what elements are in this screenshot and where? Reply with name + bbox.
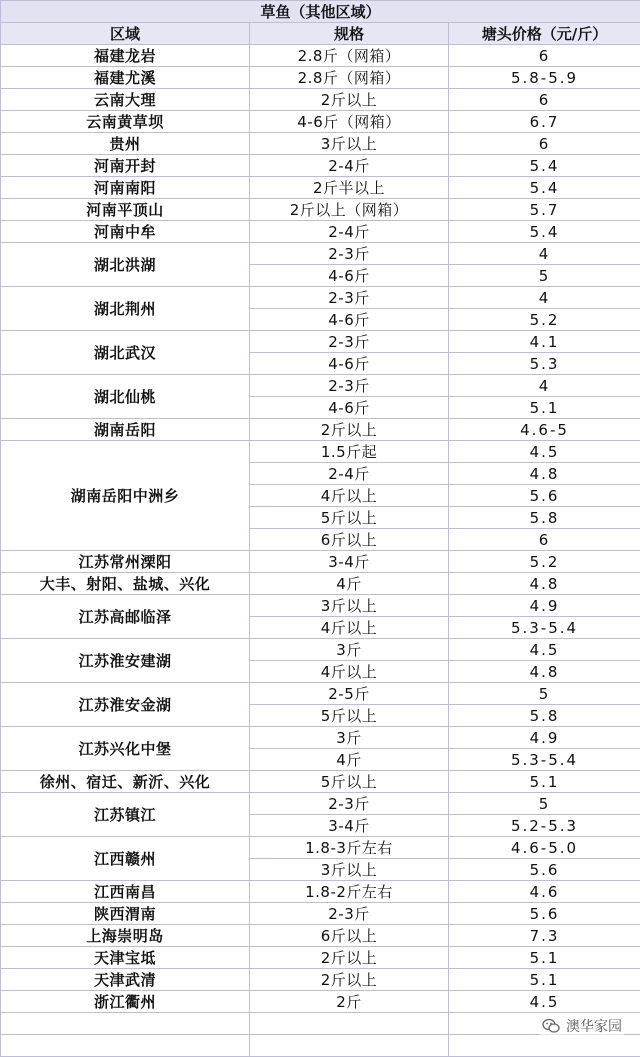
spec-cell: 3斤以上 — [250, 595, 449, 617]
spec-cell: 5斤以上 — [250, 507, 449, 529]
table-row — [1, 243, 640, 265]
price-cell: 5.1 — [449, 947, 640, 969]
price-cell: 4.1 — [449, 331, 640, 353]
price-cell: 4.5 — [449, 991, 640, 1013]
spec-cell: 2斤以上 — [250, 947, 449, 969]
price-cell: 5.3-5.4 — [449, 617, 640, 639]
region-cell: 江苏淮安建湖 — [1, 639, 250, 683]
table-row — [1, 991, 640, 1013]
spec-cell: 2-3斤 — [250, 375, 449, 397]
region-cell: 河南中牟 — [1, 221, 250, 243]
price-cell: 5.2-5.3 — [449, 815, 640, 837]
spec-cell: 4斤 — [250, 749, 449, 771]
price-cell: 4 — [449, 375, 640, 397]
region-cell: 湖北武汉 — [1, 331, 250, 375]
blank-cell — [1, 1013, 250, 1035]
table-row — [1, 925, 640, 947]
spec-cell: 5斤以上 — [250, 771, 449, 793]
price-cell: 5.1 — [449, 397, 640, 419]
spec-cell: 3斤 — [250, 727, 449, 749]
table-row — [1, 375, 640, 397]
price-cell: 6 — [449, 529, 640, 551]
price-cell: 4.9 — [449, 727, 640, 749]
region-cell: 江苏镇江 — [1, 793, 250, 837]
table-row — [1, 727, 640, 749]
price-cell: 5 — [449, 793, 640, 815]
spec-cell: 2-5斤 — [250, 683, 449, 705]
spec-cell: 3-4斤 — [250, 815, 449, 837]
price-cell: 5.4 — [449, 221, 640, 243]
price-cell: 4.5 — [449, 639, 640, 661]
region-cell: 江西南昌 — [1, 881, 250, 903]
table-row — [1, 89, 640, 111]
spec-cell: 2斤半以上 — [250, 177, 449, 199]
spec-cell: 6斤以上 — [250, 529, 449, 551]
price-cell: 5 — [449, 683, 640, 705]
price-cell: 4 — [449, 287, 640, 309]
table-row — [1, 177, 640, 199]
spec-cell: 2-3斤 — [250, 903, 449, 925]
region-cell: 天津宝坻 — [1, 947, 250, 969]
wechat-bubble-icon — [542, 1018, 560, 1034]
price-cell: 5 — [449, 265, 640, 287]
spec-cell: 4-6斤 — [250, 353, 449, 375]
region-cell: 江西赣州 — [1, 837, 250, 881]
region-cell: 上海崇明岛 — [1, 925, 250, 947]
price-cell: 5.1 — [449, 969, 640, 991]
region-cell: 陕西渭南 — [1, 903, 250, 925]
price-cell: 6 — [449, 133, 640, 155]
table-row — [1, 67, 640, 89]
spec-cell: 2.8斤（网箱） — [250, 67, 449, 89]
table-row — [1, 595, 640, 617]
spec-cell: 2-3斤 — [250, 331, 449, 353]
region-cell: 云南黄草坝 — [1, 111, 250, 133]
table-row — [1, 683, 640, 705]
table-row — [1, 573, 640, 595]
table-row — [1, 771, 640, 793]
price-cell: 5.8 — [449, 705, 640, 727]
region-cell: 云南大理 — [1, 89, 250, 111]
table-row — [1, 639, 640, 661]
price-cell: 4.6 — [449, 881, 640, 903]
price-cell: 4.8 — [449, 463, 640, 485]
spec-cell: 2.8斤（网箱） — [250, 45, 449, 67]
price-cell: 5.6 — [449, 485, 640, 507]
table-row — [1, 155, 640, 177]
price-cell: 5.3-5.4 — [449, 749, 640, 771]
table-row — [1, 969, 640, 991]
spec-cell: 2斤以上 — [250, 89, 449, 111]
price-cell: 7.3 — [449, 925, 640, 947]
region-cell: 湖南岳阳 — [1, 419, 250, 441]
spec-cell: 2-3斤 — [250, 287, 449, 309]
region-cell: 浙江衢州 — [1, 991, 250, 1013]
table-title: 草鱼（其他区域） — [1, 1, 640, 23]
table-row — [1, 111, 640, 133]
blank-cell — [449, 1035, 640, 1057]
region-cell: 天津武清 — [1, 969, 250, 991]
price-cell: 5.7 — [449, 199, 640, 221]
region-cell: 大丰、射阳、盐城、兴化 — [1, 573, 250, 595]
price-cell: 5.3 — [449, 353, 640, 375]
price-cell: 4.9 — [449, 595, 640, 617]
blank-cell — [1, 1035, 250, 1057]
price-cell: 4.6-5 — [449, 419, 640, 441]
spec-cell: 2斤以上 — [250, 969, 449, 991]
price-cell: 6.7 — [449, 111, 640, 133]
spec-cell: 3-4斤 — [250, 551, 449, 573]
region-cell: 江苏兴化中堡 — [1, 727, 250, 771]
blank-cell — [250, 1013, 449, 1035]
region-cell: 徐州、宿迁、新沂、兴化 — [1, 771, 250, 793]
region-cell: 贵州 — [1, 133, 250, 155]
table-header-row — [1, 23, 640, 45]
price-cell: 5.2 — [449, 309, 640, 331]
spec-cell: 4-6斤 — [250, 397, 449, 419]
price-cell: 6 — [449, 89, 640, 111]
table-row — [1, 881, 640, 903]
region-cell: 湖南岳阳中洲乡 — [1, 441, 250, 551]
price-cell: 5.4 — [449, 155, 640, 177]
region-cell: 江苏淮安金湖 — [1, 683, 250, 727]
spec-cell: 2-3斤 — [250, 793, 449, 815]
spec-cell: 4斤 — [250, 573, 449, 595]
table-row — [1, 331, 640, 353]
table-row — [1, 199, 640, 221]
price-cell: 5.1 — [449, 771, 640, 793]
spec-cell: 2-4斤 — [250, 463, 449, 485]
table-row — [1, 947, 640, 969]
spec-cell: 4斤以上 — [250, 617, 449, 639]
region-cell: 福建尤溪 — [1, 67, 250, 89]
spec-cell: 1.8-3斤左右 — [250, 837, 449, 859]
table-row — [1, 903, 640, 925]
blank-cell — [250, 1035, 449, 1057]
spec-cell: 2斤 — [250, 991, 449, 1013]
header-price: 塘头价格（元/斤） — [449, 23, 640, 45]
region-cell: 湖北仙桃 — [1, 375, 250, 419]
spec-cell: 4-6斤 — [250, 309, 449, 331]
table-row — [1, 287, 640, 309]
region-cell: 河南开封 — [1, 155, 250, 177]
price-cell: 5.6 — [449, 859, 640, 881]
region-cell: 河南南阳 — [1, 177, 250, 199]
spec-cell: 4斤以上 — [250, 485, 449, 507]
table-row — [1, 221, 640, 243]
price-cell: 5.8 — [449, 507, 640, 529]
spec-cell: 4斤以上 — [250, 661, 449, 683]
table-row — [1, 793, 640, 815]
spec-cell: 2-3斤 — [250, 243, 449, 265]
region-cell: 江苏常州溧阳 — [1, 551, 250, 573]
region-cell: 湖北洪湖 — [1, 243, 250, 287]
spec-cell: 4-6斤 — [250, 265, 449, 287]
blank-row — [1, 1035, 640, 1057]
spec-cell: 6斤以上 — [250, 925, 449, 947]
watermark — [540, 1016, 624, 1036]
region-cell: 湖北荆州 — [1, 287, 250, 331]
price-cell: 5.2 — [449, 551, 640, 573]
table-row — [1, 45, 640, 67]
region-cell: 江苏高邮临泽 — [1, 595, 250, 639]
table-row — [1, 441, 640, 463]
table-row — [1, 837, 640, 859]
price-cell: 6 — [449, 45, 640, 67]
price-cell: 5.8-5.9 — [449, 67, 640, 89]
price-cell: 5.6 — [449, 903, 640, 925]
watermark-text: 澳华家园 — [566, 1016, 622, 1036]
spec-cell: 2-4斤 — [250, 155, 449, 177]
header-region: 区域 — [1, 23, 250, 45]
table-row — [1, 551, 640, 573]
region-cell: 福建龙岩 — [1, 45, 250, 67]
price-table-body — [1, 1, 640, 1057]
table-title-row — [1, 1, 640, 23]
spec-cell: 3斤以上 — [250, 859, 449, 881]
price-cell: 4.8 — [449, 573, 640, 595]
price-cell: 4.6-5.0 — [449, 837, 640, 859]
spec-cell: 5斤以上 — [250, 705, 449, 727]
spec-cell: 3斤以上 — [250, 133, 449, 155]
spec-cell: 4-6斤（网箱） — [250, 111, 449, 133]
header-spec: 规格 — [250, 23, 449, 45]
price-cell: 5.4 — [449, 177, 640, 199]
price-cell: 4.5 — [449, 441, 640, 463]
price-cell: 4 — [449, 243, 640, 265]
spec-cell: 3斤 — [250, 639, 449, 661]
spec-cell: 2-4斤 — [250, 221, 449, 243]
table-row — [1, 419, 640, 441]
spec-cell: 2斤以上（网箱） — [250, 199, 449, 221]
spec-cell: 1.8-2斤左右 — [250, 881, 449, 903]
price-cell: 4.8 — [449, 661, 640, 683]
region-cell: 河南平顶山 — [1, 199, 250, 221]
table-row — [1, 133, 640, 155]
spec-cell: 1.5斤起 — [250, 441, 449, 463]
spec-cell: 2斤以上 — [250, 419, 449, 441]
